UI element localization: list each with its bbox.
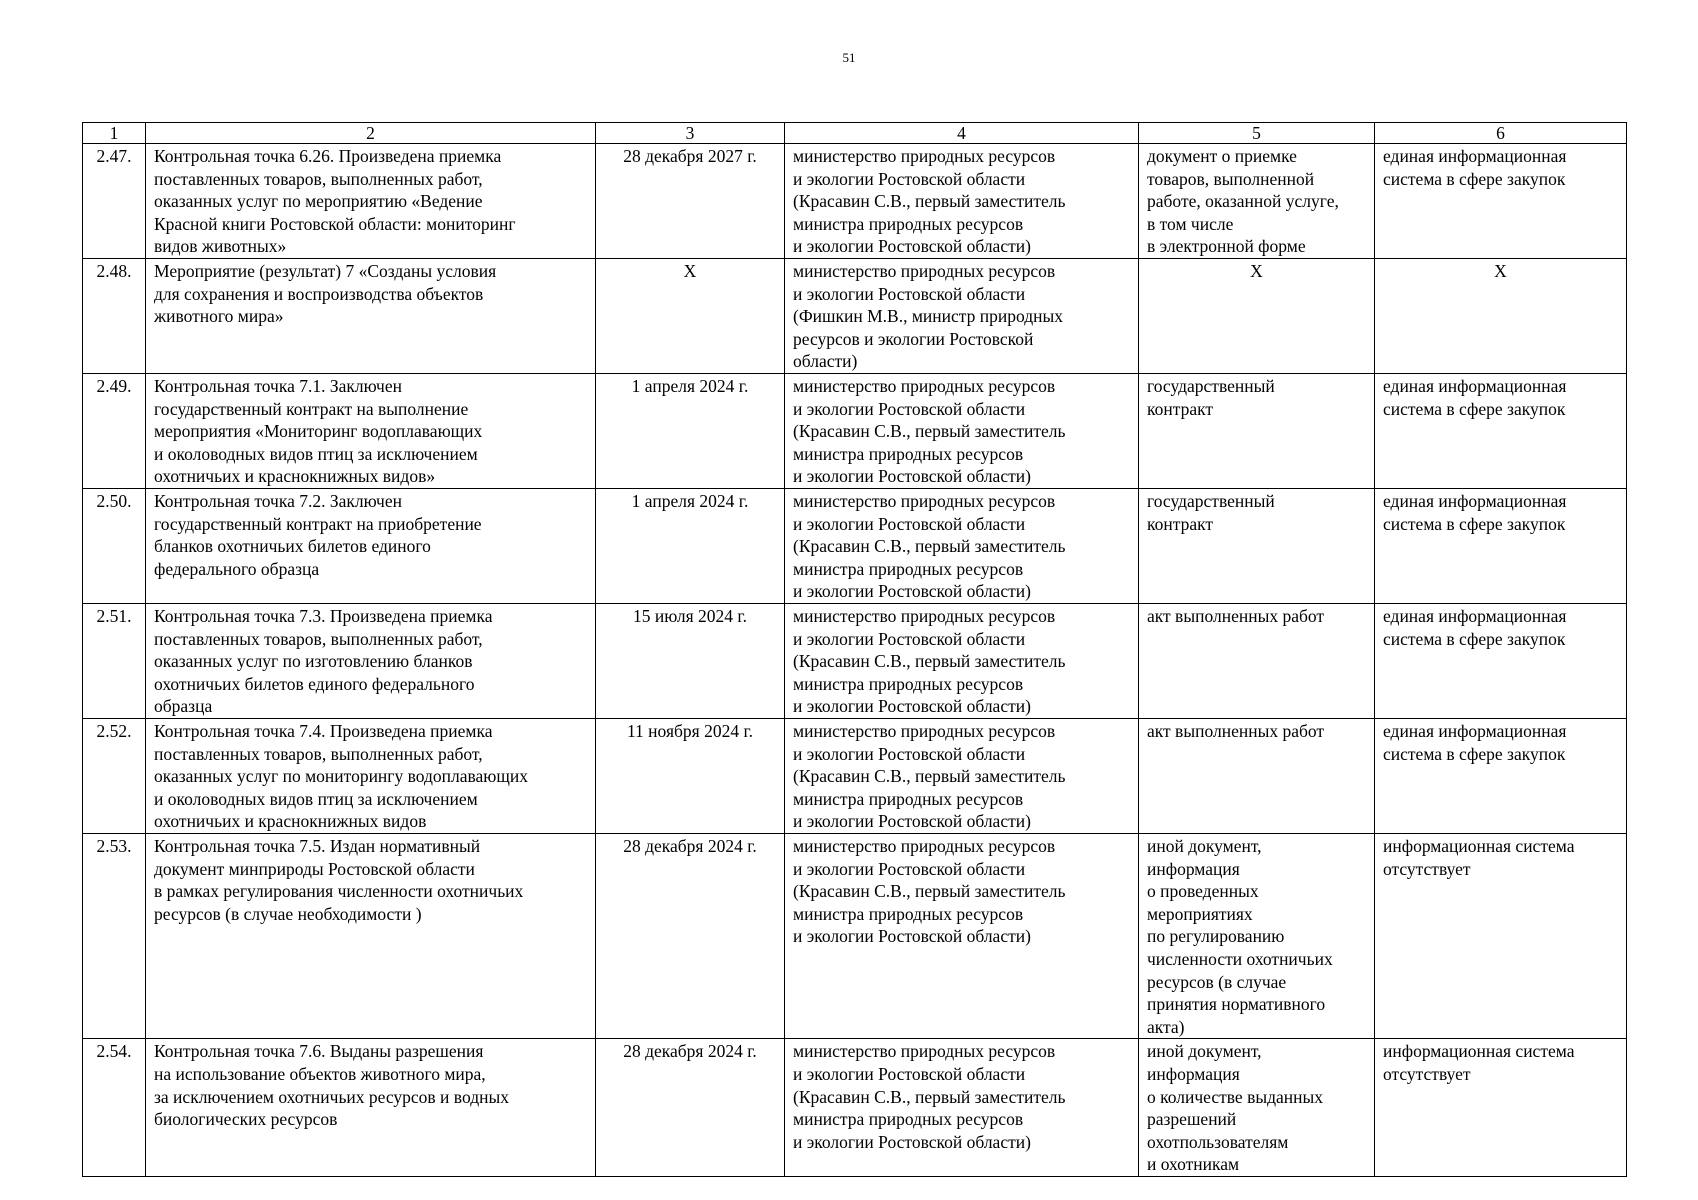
page-number: 51 — [842, 50, 856, 65]
column-header-6: 6 — [1375, 123, 1627, 144]
responsible-cell: министерство природных ресурсов и экологии Ростовской области (Красавин С.В., первый заместитель министра природных ресурсов и экологии Ростовской области) — [785, 144, 1139, 259]
event-cell: Контрольная точка 7.6. Выданы разрешения на использование объектов животного мира, за исключением охотничьих ресурсов и водных биологических ресурсов — [146, 1039, 596, 1177]
date-cell: 28 декабря 2027 г. — [596, 144, 785, 259]
date-cell: 15 июля 2024 г. — [596, 603, 785, 718]
table-row — [83, 603, 1627, 718]
event-cell: Мероприятие (результат) 7 «Созданы условия для сохранения и воспроизводства объектов животного мира» — [146, 258, 596, 373]
date-cell: 28 декабря 2024 г. — [596, 1039, 785, 1177]
row-number: 2.53. — [83, 833, 146, 1038]
system-cell: единая информационная система в сфере закупок — [1375, 603, 1627, 718]
row-number: 2.48. — [83, 258, 146, 373]
system-cell: информационная система отсутствует — [1375, 1039, 1627, 1177]
date-cell: 11 ноября 2024 г. — [596, 718, 785, 833]
control-points-table — [82, 122, 1627, 1177]
responsible-cell: министерство природных ресурсов и экологии Ростовской области (Красавин С.В., первый заместитель министра природных ресурсов и экологии Ростовской области) — [785, 833, 1139, 1038]
table-row — [83, 718, 1627, 833]
date-cell: 1 апреля 2024 г. — [596, 373, 785, 488]
column-header-5: 5 — [1139, 123, 1375, 144]
event-cell: Контрольная точка 7.4. Произведена приемка поставленных товаров, выполненных работ, оказанных услуг по мониторингу водоплавающих и околоводных видов птиц за исключением охотничьих и краснокнижных видов — [146, 718, 596, 833]
document-cell: иной документ, информация о количестве выданных разрешений охотпользователям и охотникам — [1139, 1039, 1375, 1177]
system-cell: Х — [1375, 258, 1627, 373]
event-cell: Контрольная точка 7.1. Заключен государственный контракт на выполнение мероприятия «Мониторинг водоплавающих и околоводных видов птиц за исключением охотничьих и краснокнижных видов» — [146, 373, 596, 488]
event-cell: Контрольная точка 6.26. Произведена приемка поставленных товаров, выполненных работ, оказанных услуг по мероприятию «Ведение Красной книги Ростовской области: мониторинг видов животных» — [146, 144, 596, 259]
column-header-1: 1 — [83, 123, 146, 144]
event-cell: Контрольная точка 7.5. Издан нормативный документ минприроды Ростовской области в рамках регулирования численности охотничьих ресурсов (в случае необходимости ) — [146, 833, 596, 1038]
system-cell: единая информационная система в сфере закупок — [1375, 144, 1627, 259]
responsible-cell: министерство природных ресурсов и экологии Ростовской области (Красавин С.В., первый заместитель министра природных ресурсов и экологии Ростовской области) — [785, 1039, 1139, 1177]
date-cell: Х — [596, 258, 785, 373]
responsible-cell: министерство природных ресурсов и экологии Ростовской области (Красавин С.В., первый заместитель министра природных ресурсов и экологии Ростовской области) — [785, 373, 1139, 488]
table-row — [83, 373, 1627, 488]
column-header-2: 2 — [146, 123, 596, 144]
date-cell: 28 декабря 2024 г. — [596, 833, 785, 1038]
table-row — [83, 258, 1627, 373]
row-number: 2.49. — [83, 373, 146, 488]
system-cell: единая информационная система в сфере закупок — [1375, 718, 1627, 833]
row-number: 2.51. — [83, 603, 146, 718]
document-cell: документ о приемке товаров, выполненной работе, оказанной услуге, в том числе в электронной форме — [1139, 144, 1375, 259]
row-number: 2.47. — [83, 144, 146, 259]
date-cell: 1 апреля 2024 г. — [596, 488, 785, 603]
table-row — [83, 488, 1627, 603]
document-cell: государственный контракт — [1139, 488, 1375, 603]
row-number: 2.50. — [83, 488, 146, 603]
row-number: 2.52. — [83, 718, 146, 833]
table-row — [83, 144, 1627, 259]
system-cell: единая информационная система в сфере закупок — [1375, 373, 1627, 488]
row-number: 2.54. — [83, 1039, 146, 1177]
document-cell: Х — [1139, 258, 1375, 373]
table-row — [83, 1039, 1627, 1177]
table-row — [83, 833, 1627, 1038]
document-cell: государственный контракт — [1139, 373, 1375, 488]
document-cell: акт выполненных работ — [1139, 718, 1375, 833]
document-cell: иной документ, информация о проведенных мероприятиях по регулированию численности охотничьих ресурсов (в случае принятия нормативного акта) — [1139, 833, 1375, 1038]
event-cell: Контрольная точка 7.3. Произведена приемка поставленных товаров, выполненных работ, оказанных услуг по изготовлению бланков охотничьих билетов единого федерального образца — [146, 603, 596, 718]
responsible-cell: министерство природных ресурсов и экологии Ростовской области (Красавин С.В., первый заместитель министра природных ресурсов и экологии Ростовской области) — [785, 603, 1139, 718]
responsible-cell: министерство природных ресурсов и экологии Ростовской области (Красавин С.В., первый заместитель министра природных ресурсов и экологии Ростовской области) — [785, 718, 1139, 833]
responsible-cell: министерство природных ресурсов и экологии Ростовской области (Красавин С.В., первый заместитель министра природных ресурсов и экологии Ростовской области) — [785, 488, 1139, 603]
column-header-3: 3 — [596, 123, 785, 144]
event-cell: Контрольная точка 7.2. Заключен государственный контракт на приобретение бланков охотничьих билетов единого федерального образца — [146, 488, 596, 603]
table-header-row — [83, 123, 1627, 144]
responsible-cell: министерство природных ресурсов и экологии Ростовской области (Фишкин М.В., министр природных ресурсов и экологии Ростовской области) — [785, 258, 1139, 373]
column-header-4: 4 — [785, 123, 1139, 144]
system-cell: информационная система отсутствует — [1375, 833, 1627, 1038]
document-cell: акт выполненных работ — [1139, 603, 1375, 718]
system-cell: единая информационная система в сфере закупок — [1375, 488, 1627, 603]
